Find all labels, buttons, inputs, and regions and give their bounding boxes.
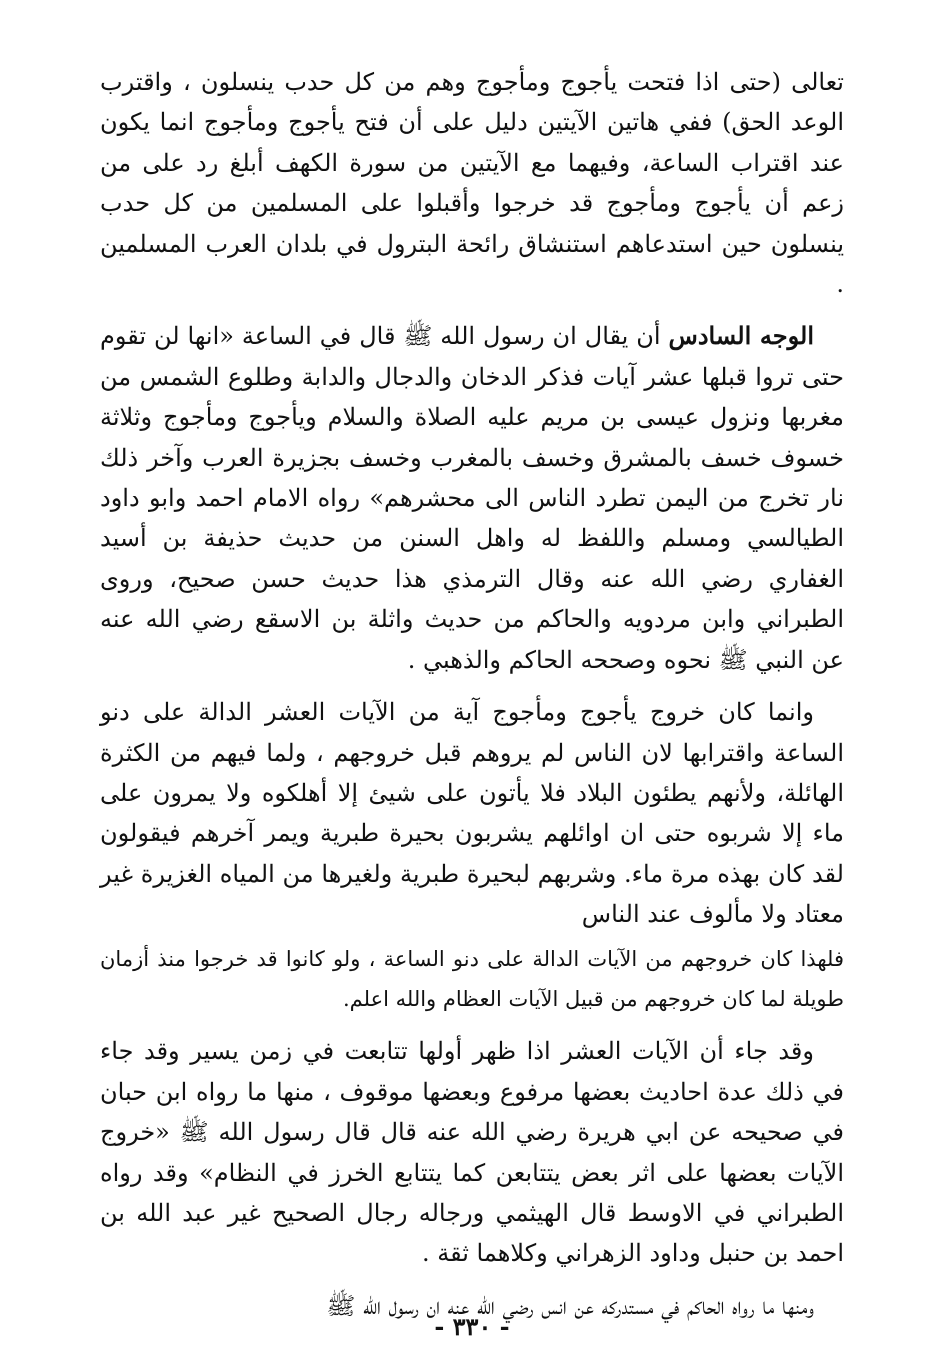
page-number: - ٣٣٠ - xyxy=(434,1312,510,1341)
paragraph-1: تعالى (حتى اذا فتحت يأجوج ومأجوج وهم من كل حدب ينسلون ، واقترب الوعد الحق) ففي هاتين الآيتين دليل على أن فتح يأجوج ومأجوج انما يكون عند اقتراب الساعة، وفيهما مع الآيتين من سورة الكهف أبلغ رد على من زعم أن يأجوج ومأجوج قد خرجوا وأقبلوا على المسلمين من كل حدب ينسلون حين استدعاهم استنشاق رائحة البترول في بلدان العرب المسلمين . xyxy=(100,68,844,299)
paragraph-3: وانما كان خروج يأجوج ومأجوج آية من الآيات العشر الدالة على دنو الساعة واقترابها لان الناس لم يروهم قبل خروجهم ، ولما فيهم من الكثرة الهائلة، ولأنهم يطئون البلاد فلا يأتون على شيئ إلا أهلكوه ولا يمرون على ماء إلا شربوه حتى ان اوائلهم يشربون بحيرة طبرية ويمر آخرهم فيقولون لقد كان بهذه مرة ماء. وشربهم لبحيرة طبرية ولغيرها من المياه الغزيرة غير معتاد ولا مألوف عند الناس xyxy=(100,698,844,929)
paragraph-4: وقد جاء أن الآيات العشر اذا ظهر أولها تتابعت في زمن يسير وقد جاء في ذلك عدة احاديث بعضها مرفوع وبعضها موقوف ، منها ما رواه ابن حبان في صحيحه عن ابي هريرة رضي الله عنه قال قال رسول الله ﷺ «خروج الآيات بعضها على اثر بعض يتتابعن كما يتتابع الخرز في النظام» وقد رواه الطبراني في الاوسط قال الهيثمي ورجاله رجال الصحيح غير عبد الله بن احمد بن حنبل وداود الزهراني وكلاهما ثقة . xyxy=(100,1037,844,1268)
paragraph-2 xyxy=(100,316,844,680)
paragraph-5: ومنها ما رواه الحاكم في مستدركه عن انس رضي الله عنه ان رسول الله ﷺ xyxy=(326,1291,814,1320)
page-body xyxy=(100,62,844,1338)
section-heading: الوجه السادس xyxy=(668,321,814,351)
paragraph-2-body: أن يقال ان رسول الله ﷺ قال في الساعة «انها لن تقوم حتى تروا قبلها عشر آيات فذكر الدخان والدجال والدابة وطلوع الشمس من مغربها ونزول عيسى بن مريم عليه الصلاة والسلام ويأجوج ومأجوج وثلاثة خسوف خسف بالمشرق وخسف بالمغرب وخسف بجزيرة العرب وآخر ذلك نار تخرج من اليمن تطرد الناس الى محشرهم» رواه الامام احمد وابو داود الطيالسي ومسلم واللفظ له واهل السنن من حديث حذيفة بن أسيد الغفاري رضي الله عنه وقال الترمذي هذا حديث حسن صحيح، وروى الطبراني وابن مردويه والحاكم من حديث واثلة بن الاسقع رضي الله عنه عن النبي ﷺ نحوه وصححه الحاكم والذهبي . xyxy=(100,322,844,674)
paragraph-3-continued: فلهذا كان خروجهم من الآيات الدالة على دنو الساعة ، ولو كانوا قد خرجوا منذ أزمان طويلة لما كان خروجهم من قبيل الآيات العظام والله اعلم. xyxy=(100,946,844,1011)
